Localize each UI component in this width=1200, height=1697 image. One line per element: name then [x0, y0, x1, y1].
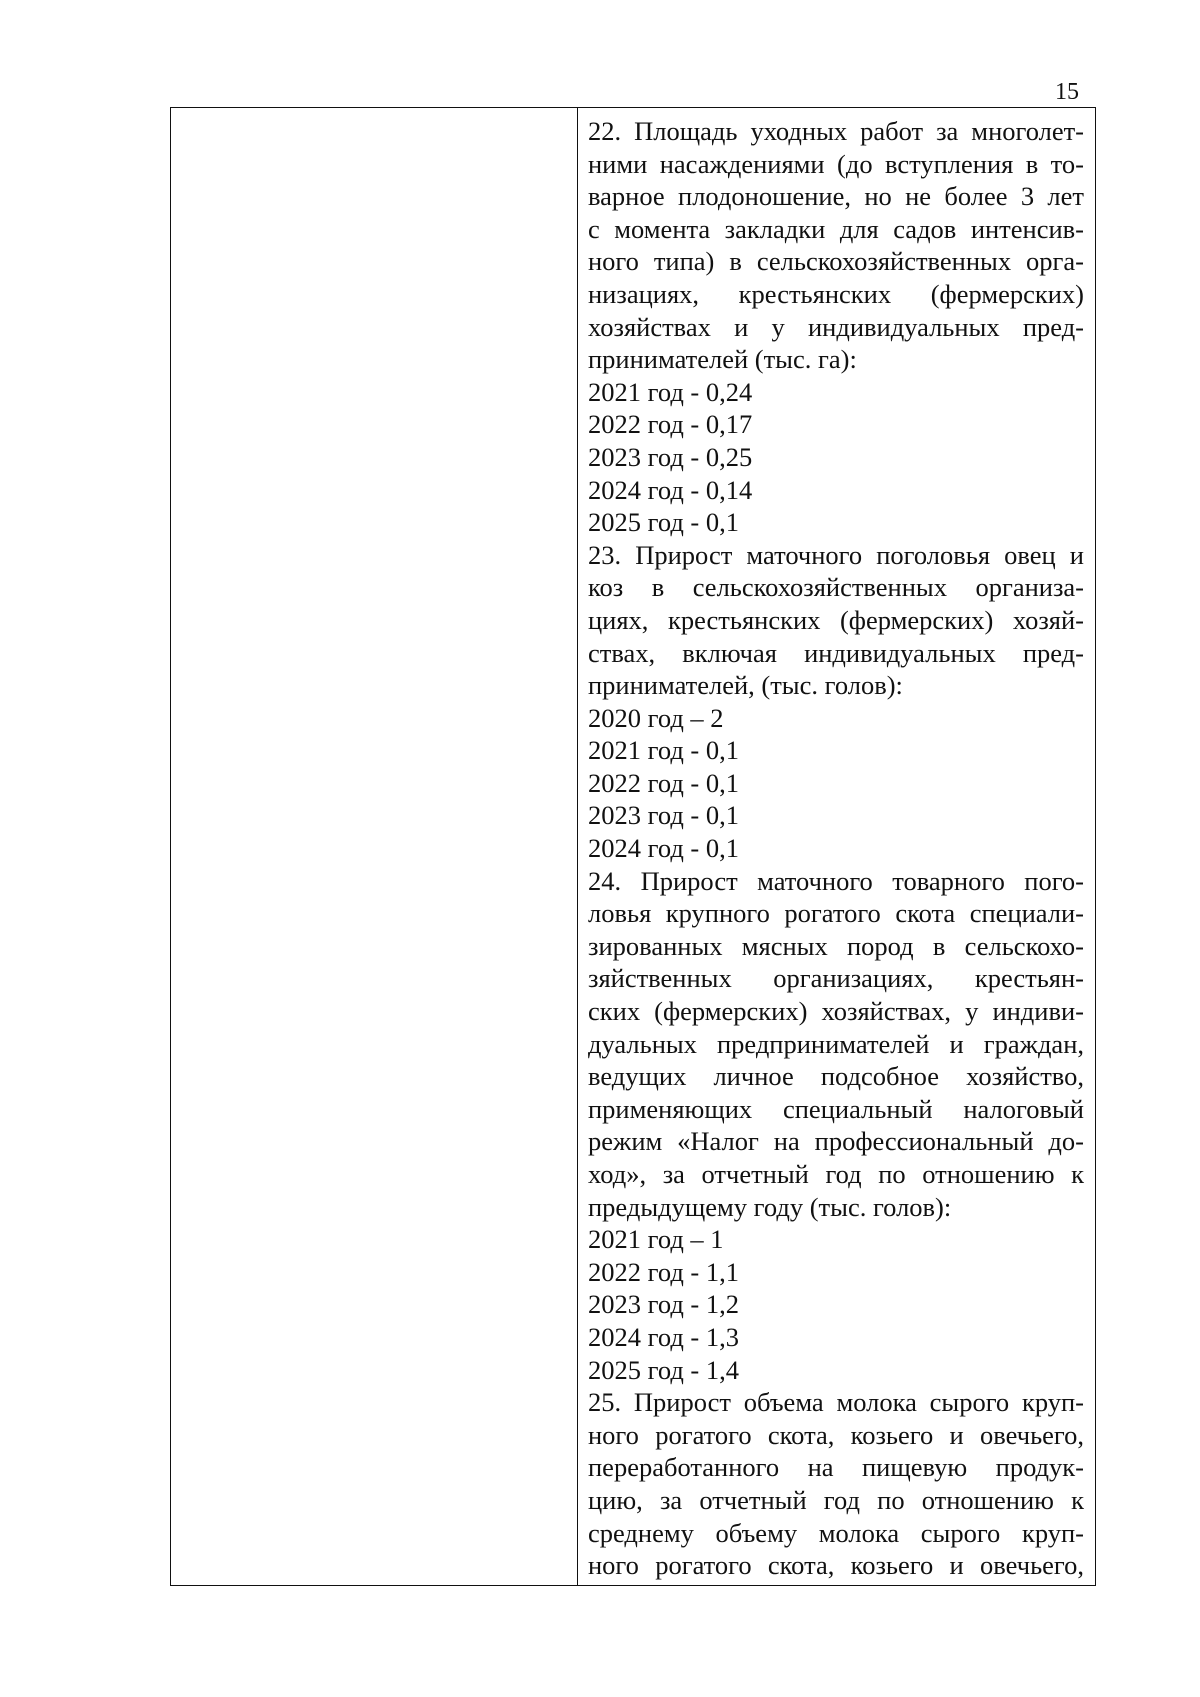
- year-value: 2023 год - 0,25: [588, 441, 753, 472]
- year-value: 2024 год - 0,14: [588, 474, 753, 505]
- item-text-line: ствах, включая индивидуальных пред-: [588, 637, 1084, 668]
- year-value: 2021 год - 0,24: [588, 376, 753, 407]
- year-value: 2021 год – 1: [588, 1224, 724, 1255]
- item-text-line: режим «Налог на профессиональный до-: [588, 1126, 1084, 1157]
- item-text-line: ход», за отчетный год по отношению к: [588, 1159, 1084, 1189]
- document-table: [170, 107, 1096, 1586]
- year-value: 2023 год - 1,2: [588, 1289, 740, 1320]
- item-text-line: ного рогатого скота, козьего и овечьего,: [588, 1550, 1084, 1581]
- year-value: 2025 год - 1,4: [588, 1354, 740, 1385]
- indicator-item-23: [588, 539, 1084, 865]
- item-text-line: принимателей (тыс. га):: [588, 344, 857, 375]
- year-value: 2024 год - 1,3: [588, 1321, 740, 1352]
- indicator-item-22: [588, 115, 1084, 539]
- item-text-line: варное плодоношение, но не более 3 лет: [588, 181, 1084, 212]
- item-text-line: ного рогатого скота, козьего и овечьего,: [588, 1419, 1084, 1450]
- item-text-line: дуальных предпринимателей и граждан,: [588, 1028, 1084, 1059]
- item-text-line: 25. Прирост объема молока сырого круп-: [588, 1387, 1084, 1418]
- item-text-line: ских (фермерских) хозяйствах, у индиви-: [588, 996, 1084, 1027]
- item-text-line: 22. Площадь уходных работ за многолет-: [588, 116, 1084, 146]
- year-value: 2024 год - 0,1: [588, 833, 740, 864]
- table-left-column: [171, 108, 578, 1585]
- item-text-line: с момента закладки для садов интенсив-: [588, 213, 1084, 244]
- item-text-line: применяющих специальный налоговый: [588, 1093, 1084, 1124]
- year-value: 2022 год - 1,1: [588, 1256, 740, 1287]
- item-text-line: коз в сельскохозяйственных организа-: [588, 572, 1084, 603]
- item-text-line: предыдущему году (тыс. голов):: [588, 1191, 952, 1222]
- indicator-item-24: [588, 865, 1084, 1387]
- item-text-line: циях, крестьянских (фермерских) хозяй-: [588, 604, 1084, 635]
- item-text-line: ловья крупного рогатого скота специали-: [588, 898, 1084, 929]
- item-text-line: цию, за отчетный год по отношению к: [588, 1484, 1084, 1515]
- item-text-line: низациях, крестьянских (фермерских): [588, 278, 1084, 309]
- item-text-line: среднему объему молока сырого круп-: [588, 1517, 1084, 1548]
- item-text-line: 23. Прирост маточного поголовья овец и: [588, 539, 1084, 570]
- year-value: 2022 год - 0,1: [588, 767, 740, 798]
- indicator-item-25: [588, 1386, 1084, 1582]
- item-text-line: зированных мясных пород в сельскохо-: [588, 930, 1084, 961]
- year-value: 2020 год – 2: [588, 702, 724, 733]
- item-text-line: ного типа) в сельскохозяйственных орга-: [588, 246, 1084, 277]
- year-value: 2023 год - 0,1: [588, 800, 740, 831]
- year-value: 2022 год - 0,17: [588, 409, 753, 440]
- item-text-line: ними насаждениями (до вступления в то-: [588, 148, 1084, 179]
- item-text-line: зяйственных организациях, крестьян-: [588, 963, 1084, 994]
- year-value: 2025 год - 0,1: [588, 507, 740, 538]
- year-value: 2021 год - 0,1: [588, 735, 740, 766]
- item-text-line: принимателей, (тыс. голов):: [588, 670, 903, 701]
- item-text-line: переработанного на пищевую продук-: [588, 1452, 1084, 1483]
- item-text-line: ведущих личное подсобное хозяйство,: [588, 1061, 1084, 1092]
- page-number: 15: [1055, 79, 1079, 105]
- item-text-line: хозяйствах и у индивидуальных пред-: [588, 311, 1084, 342]
- item-text-line: 24. Прирост маточного товарного пого-: [588, 865, 1084, 896]
- table-right-column: [578, 108, 1095, 1585]
